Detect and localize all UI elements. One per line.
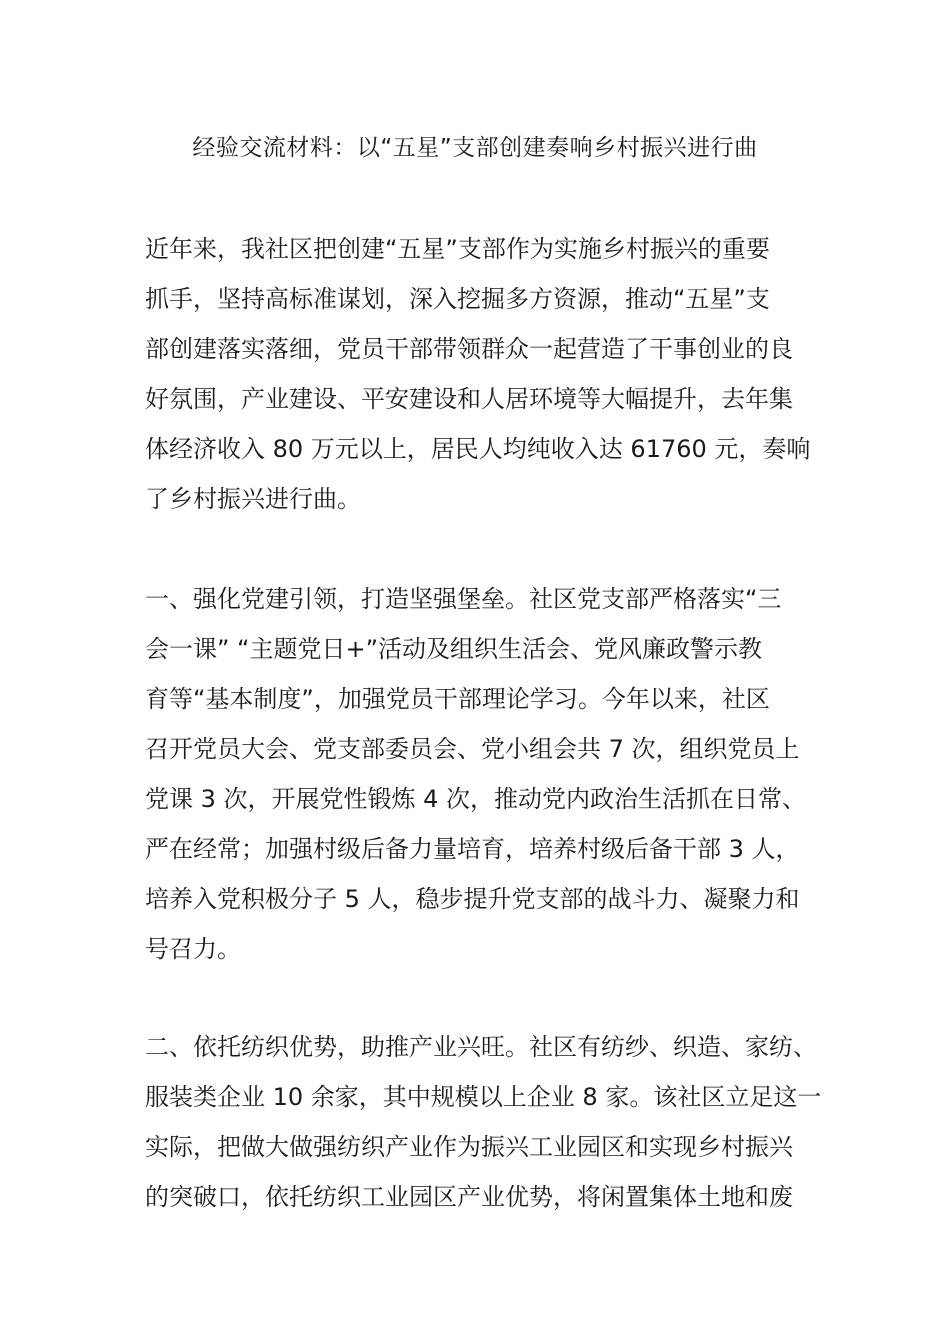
text-line: 部创建落实落细，党员干部带领群众一起营造了干事创业的良 <box>145 335 793 363</box>
text-line: 的突破口，依托纺织工业园区产业优势，将闲置集体土地和废 <box>145 1183 793 1211</box>
text-line: 好氛围，产业建设、平安建设和人居环境等大幅提升，去年集 <box>145 385 793 413</box>
text-line: 号召力。 <box>145 935 241 963</box>
text-line: 一、强化党建引领，打造坚强堡垒。社区党支部严格落实“三 <box>145 585 782 613</box>
text-line: 了乡村振兴进行曲。 <box>145 485 361 513</box>
document-title: 经验交流材料：以“五星”支部创建奏响乡村振兴进行曲 <box>192 135 758 161</box>
text-line: 召开党员大会、党支部委员会、党小组会共 7 次，组织党员上 <box>145 735 800 763</box>
paragraph-section-one <box>145 574 835 974</box>
text-line: 党课 3 次，开展党性锻炼 4 次，推动党内政治生活抓在日常、 <box>145 785 807 813</box>
text-line: 会一课” “主题党日+”活动及组织生活会、党风廉政警示教 <box>145 635 763 663</box>
text-line: 育等“基本制度”，加强党员干部理论学习。今年以来，社区 <box>145 685 770 713</box>
text-line: 近年来，我社区把创建“五星”支部作为实施乡村振兴的重要 <box>145 235 770 263</box>
text-line: 严在经常；加强村级后备力量培育，培养村级后备干部 3 人， <box>145 835 800 863</box>
text-line: 实际，把做大做强纺织产业作为振兴工业园区和实现乡村振兴 <box>145 1133 793 1161</box>
text-line: 培养入党积极分子 5 人，稳步提升党支部的战斗力、凝聚力和 <box>145 885 800 913</box>
paragraph-intro <box>145 224 835 524</box>
text-line: 服装类企业 10 余家，其中规模以上企业 8 家。该社区立足这一 <box>145 1083 822 1111</box>
text-line: 体经济收入 80 万元以上，居民人均纯收入达 61760 元，奏响 <box>145 435 811 463</box>
text-line: 抓手，坚持高标准谋划，深入挖掘多方资源，推动“五星”支 <box>145 285 770 313</box>
paragraph-section-two <box>145 1022 835 1222</box>
text-line: 二、依托纺织优势，助推产业兴旺。社区有纺纱、织造、家纺、 <box>145 1033 817 1061</box>
